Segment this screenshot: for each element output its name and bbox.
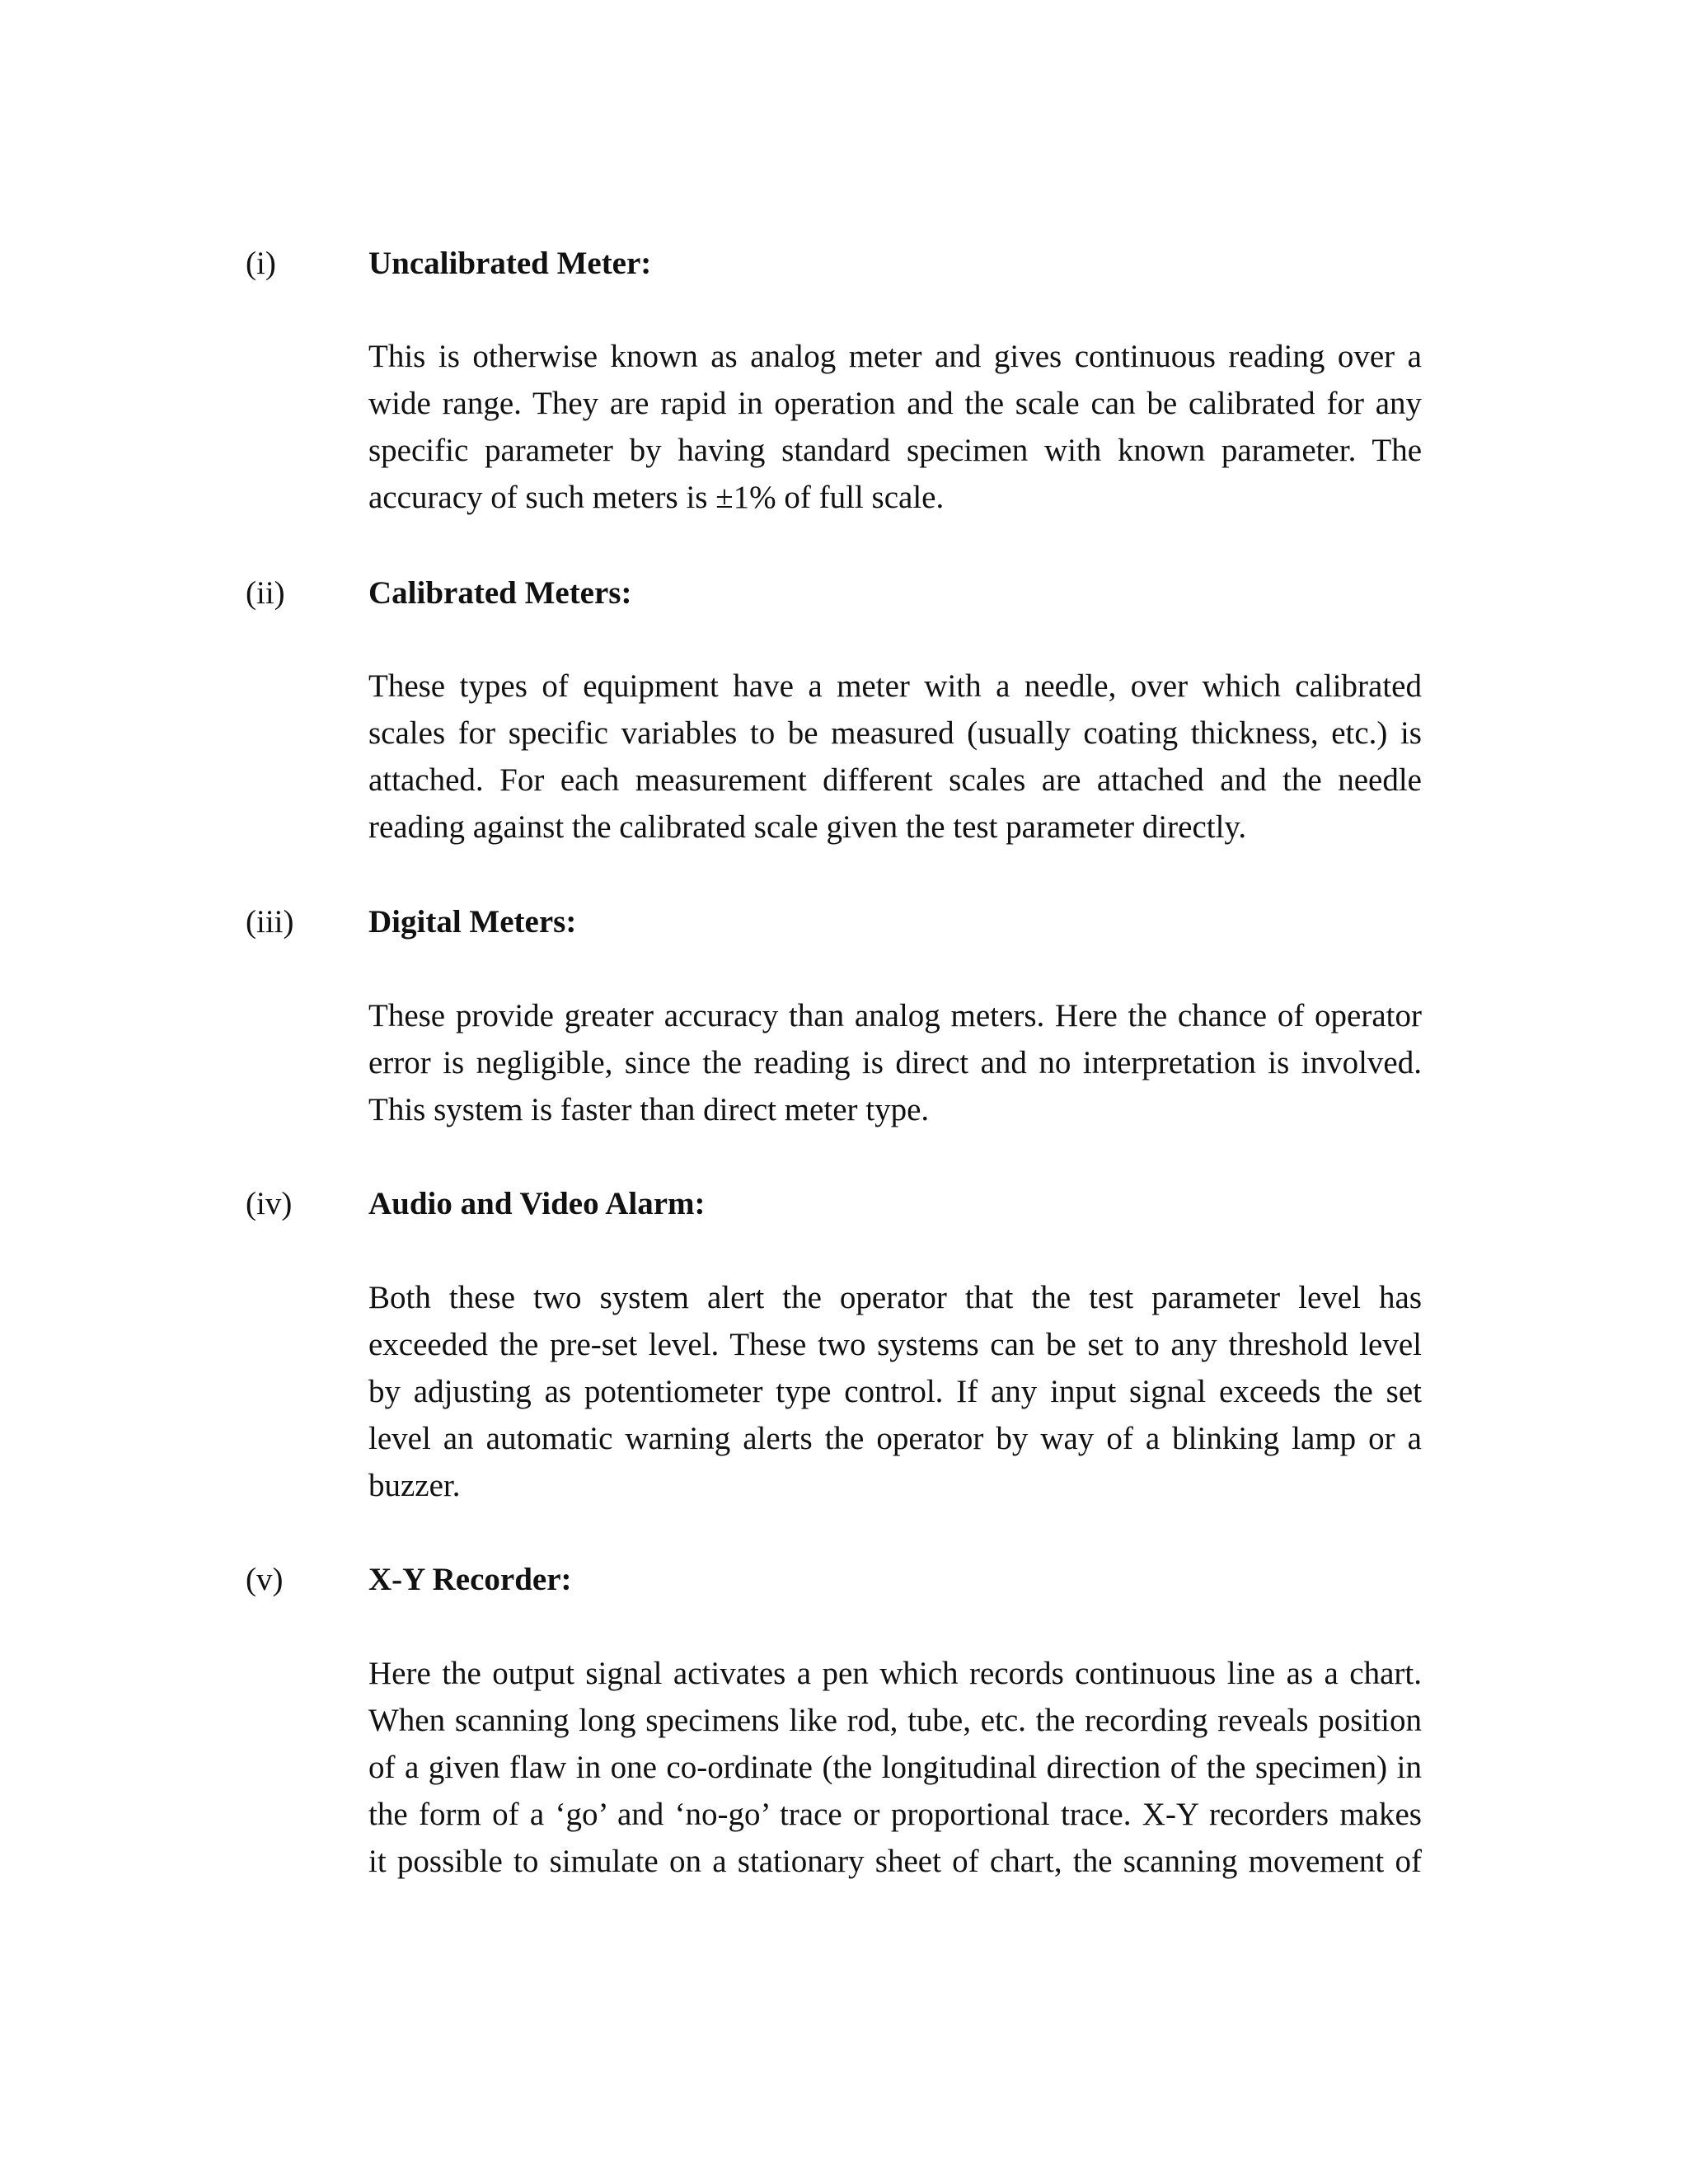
paragraph-line: exceeded the pre-set level. These two systems can be set to any threshold level xyxy=(368,1327,1422,1362)
section-paragraph xyxy=(368,333,1422,521)
paragraph-line: When scanning long specimens like rod, tube, etc. the recording reveals position xyxy=(368,1703,1422,1738)
section-heading: X-Y Recorder: xyxy=(368,1562,572,1597)
paragraph-line: level an automatic warning alerts the operator by way of a blinking lamp or a xyxy=(368,1421,1422,1456)
paragraph-line: it possible to simulate on a stationary sheet of chart, the scanning movement of xyxy=(368,1844,1422,1879)
paragraph-line: This is otherwise known as analog meter and gives continuous reading over a xyxy=(368,339,1422,374)
paragraph-line: of a given flaw in one co-ordinate (the longitudinal direction of the specimen) in xyxy=(368,1750,1422,1785)
section-numeral: (iii) xyxy=(246,904,294,940)
paragraph-line: error is negligible, since the reading is direct and no interpretation is involved. xyxy=(368,1045,1422,1080)
paragraph-line: specific parameter by having standard specimen with known parameter. The xyxy=(368,433,1422,468)
paragraph-line: accuracy of such meters is ±1% of full scale. xyxy=(368,480,945,515)
section-paragraph xyxy=(368,663,1422,851)
paragraph-line: This system is faster than direct meter type. xyxy=(368,1092,930,1127)
section-paragraph xyxy=(368,1650,1422,1885)
section-paragraph xyxy=(368,1274,1422,1509)
section-numeral: (iv) xyxy=(246,1186,293,1221)
section-heading: Calibrated Meters: xyxy=(368,575,632,611)
paragraph-line: reading against the calibrated scale given the test parameter directly. xyxy=(368,809,1247,845)
section-heading: Audio and Video Alarm: xyxy=(368,1186,706,1221)
paragraph-line: These types of equipment have a meter with a needle, over which calibrated xyxy=(368,668,1422,704)
section-numeral: (v) xyxy=(246,1562,284,1597)
section-numeral: (i) xyxy=(246,246,276,281)
section-paragraph xyxy=(368,992,1422,1133)
paragraph-line: by adjusting as potentiometer type control. If any input signal exceeds the set xyxy=(368,1374,1422,1409)
paragraph-line: wide range. They are rapid in operation and the scale can be calibrated for any xyxy=(368,386,1422,421)
paragraph-line: These provide greater accuracy than analog meters. Here the chance of operator xyxy=(368,998,1422,1033)
section-heading: Uncalibrated Meter: xyxy=(368,246,652,281)
paragraph-line: scales for specific variables to be measured (usually coating thickness, etc.) is xyxy=(368,715,1422,751)
section-numeral: (ii) xyxy=(246,575,285,611)
paragraph-line: the form of a ‘go’ and ‘no-go’ trace or proportional trace. X-Y recorders makes xyxy=(368,1797,1422,1832)
paragraph-line: Here the output signal activates a pen which records continuous line as a chart. xyxy=(368,1656,1422,1691)
section-heading: Digital Meters: xyxy=(368,904,577,940)
paragraph-line: buzzer. xyxy=(368,1468,461,1503)
paragraph-line: Both these two system alert the operator that the test parameter level has xyxy=(368,1280,1422,1315)
paragraph-line: attached. For each measurement different scales are attached and the needle xyxy=(368,762,1422,798)
